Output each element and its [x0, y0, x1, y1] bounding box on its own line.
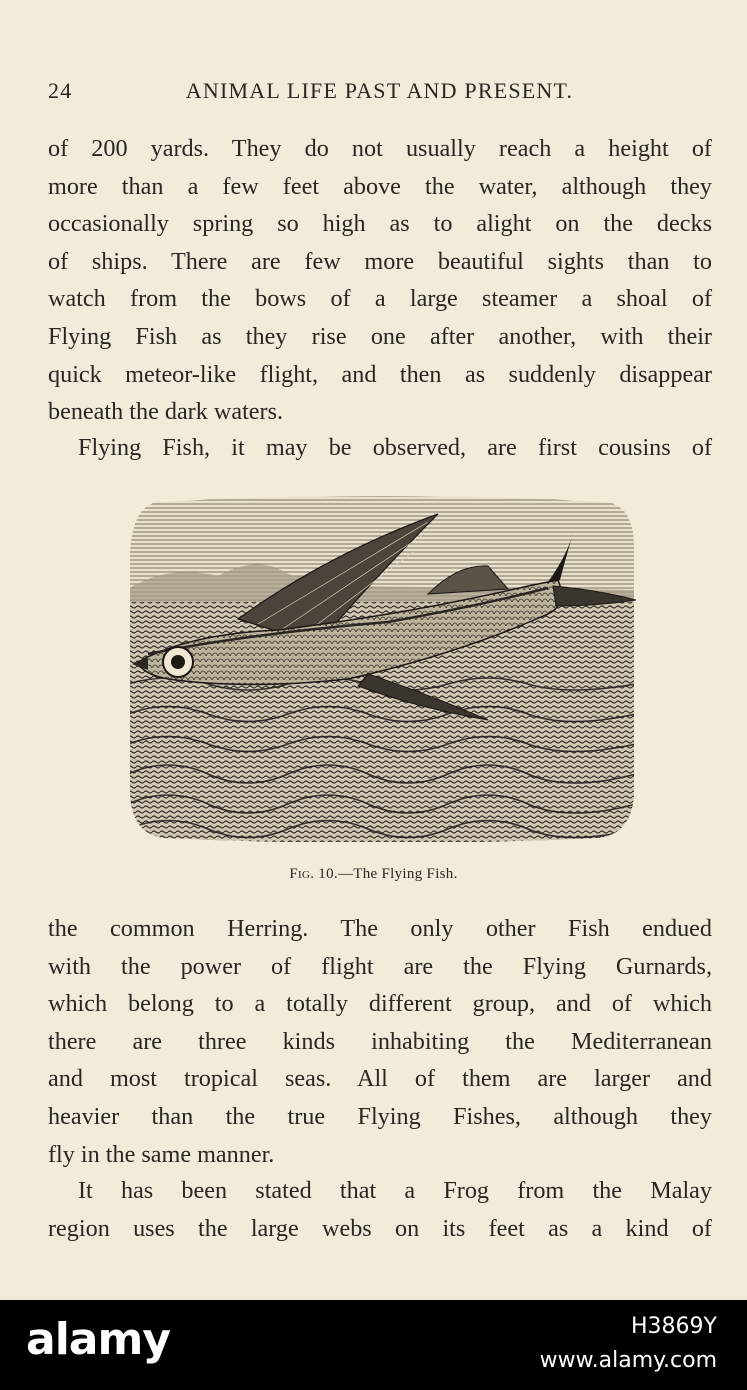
text-line: Flying Fish, it may be observed, are first cousins of	[78, 434, 712, 461]
figure-caption	[0, 866, 747, 883]
text-line: and most tropical seas. All of them are larger and	[48, 1065, 712, 1093]
image-id: H3869Y	[631, 1314, 717, 1339]
paragraph-3	[48, 910, 712, 1173]
text-line: It has been stated that a Frog from the Malay	[78, 1177, 712, 1204]
caption-label: Fig. 10.	[289, 866, 338, 882]
text-line: fly in the same manner.	[48, 1140, 275, 1168]
site-url: www.alamy.com	[539, 1348, 717, 1373]
text-line: quick meteor-like flight, and then as suddenly disappear	[48, 360, 712, 388]
text-line: of 200 yards. They do not usually reach a height of	[48, 135, 712, 162]
text-line: occasionally spring so high as to alight on the decks	[48, 210, 712, 238]
page-header	[48, 78, 711, 112]
text-line: of ships. There are few more beautiful sights than to	[48, 247, 712, 275]
text-line: region uses the large webs on its feet as a kind of	[48, 1214, 712, 1242]
text-line: beneath the dark waters.	[48, 398, 284, 426]
text-line: watch from the bows of a large steamer a shoal of	[48, 285, 712, 313]
caption-text: —The Flying Fish.	[337, 866, 458, 882]
text-line: Flying Fish as they rise one after another, with their	[48, 322, 712, 350]
text-line: more than a few feet above the water, although they	[48, 172, 712, 200]
paragraph-1	[48, 130, 712, 431]
running-title: ANIMAL LIFE PAST AND PRESENT.	[185, 78, 574, 103]
paragraph-4	[48, 1172, 712, 1247]
text-line: which belong to a totally different group, and of which	[48, 990, 712, 1018]
page-number: 24	[48, 78, 73, 103]
paragraph-2	[48, 429, 712, 467]
alamy-logo: alamy	[26, 1314, 170, 1365]
flying-fish-illustration	[128, 494, 636, 842]
text-line: with the power of flight are the Flying Gurnards,	[48, 952, 712, 980]
text-line: the common Herring. The only other Fish endued	[48, 915, 712, 942]
text-line: heavier than the true Flying Fishes, although they	[48, 1102, 712, 1130]
watermark-banner	[0, 1300, 747, 1390]
text-line: there are three kinds inhabiting the Mediterranean	[48, 1027, 712, 1055]
